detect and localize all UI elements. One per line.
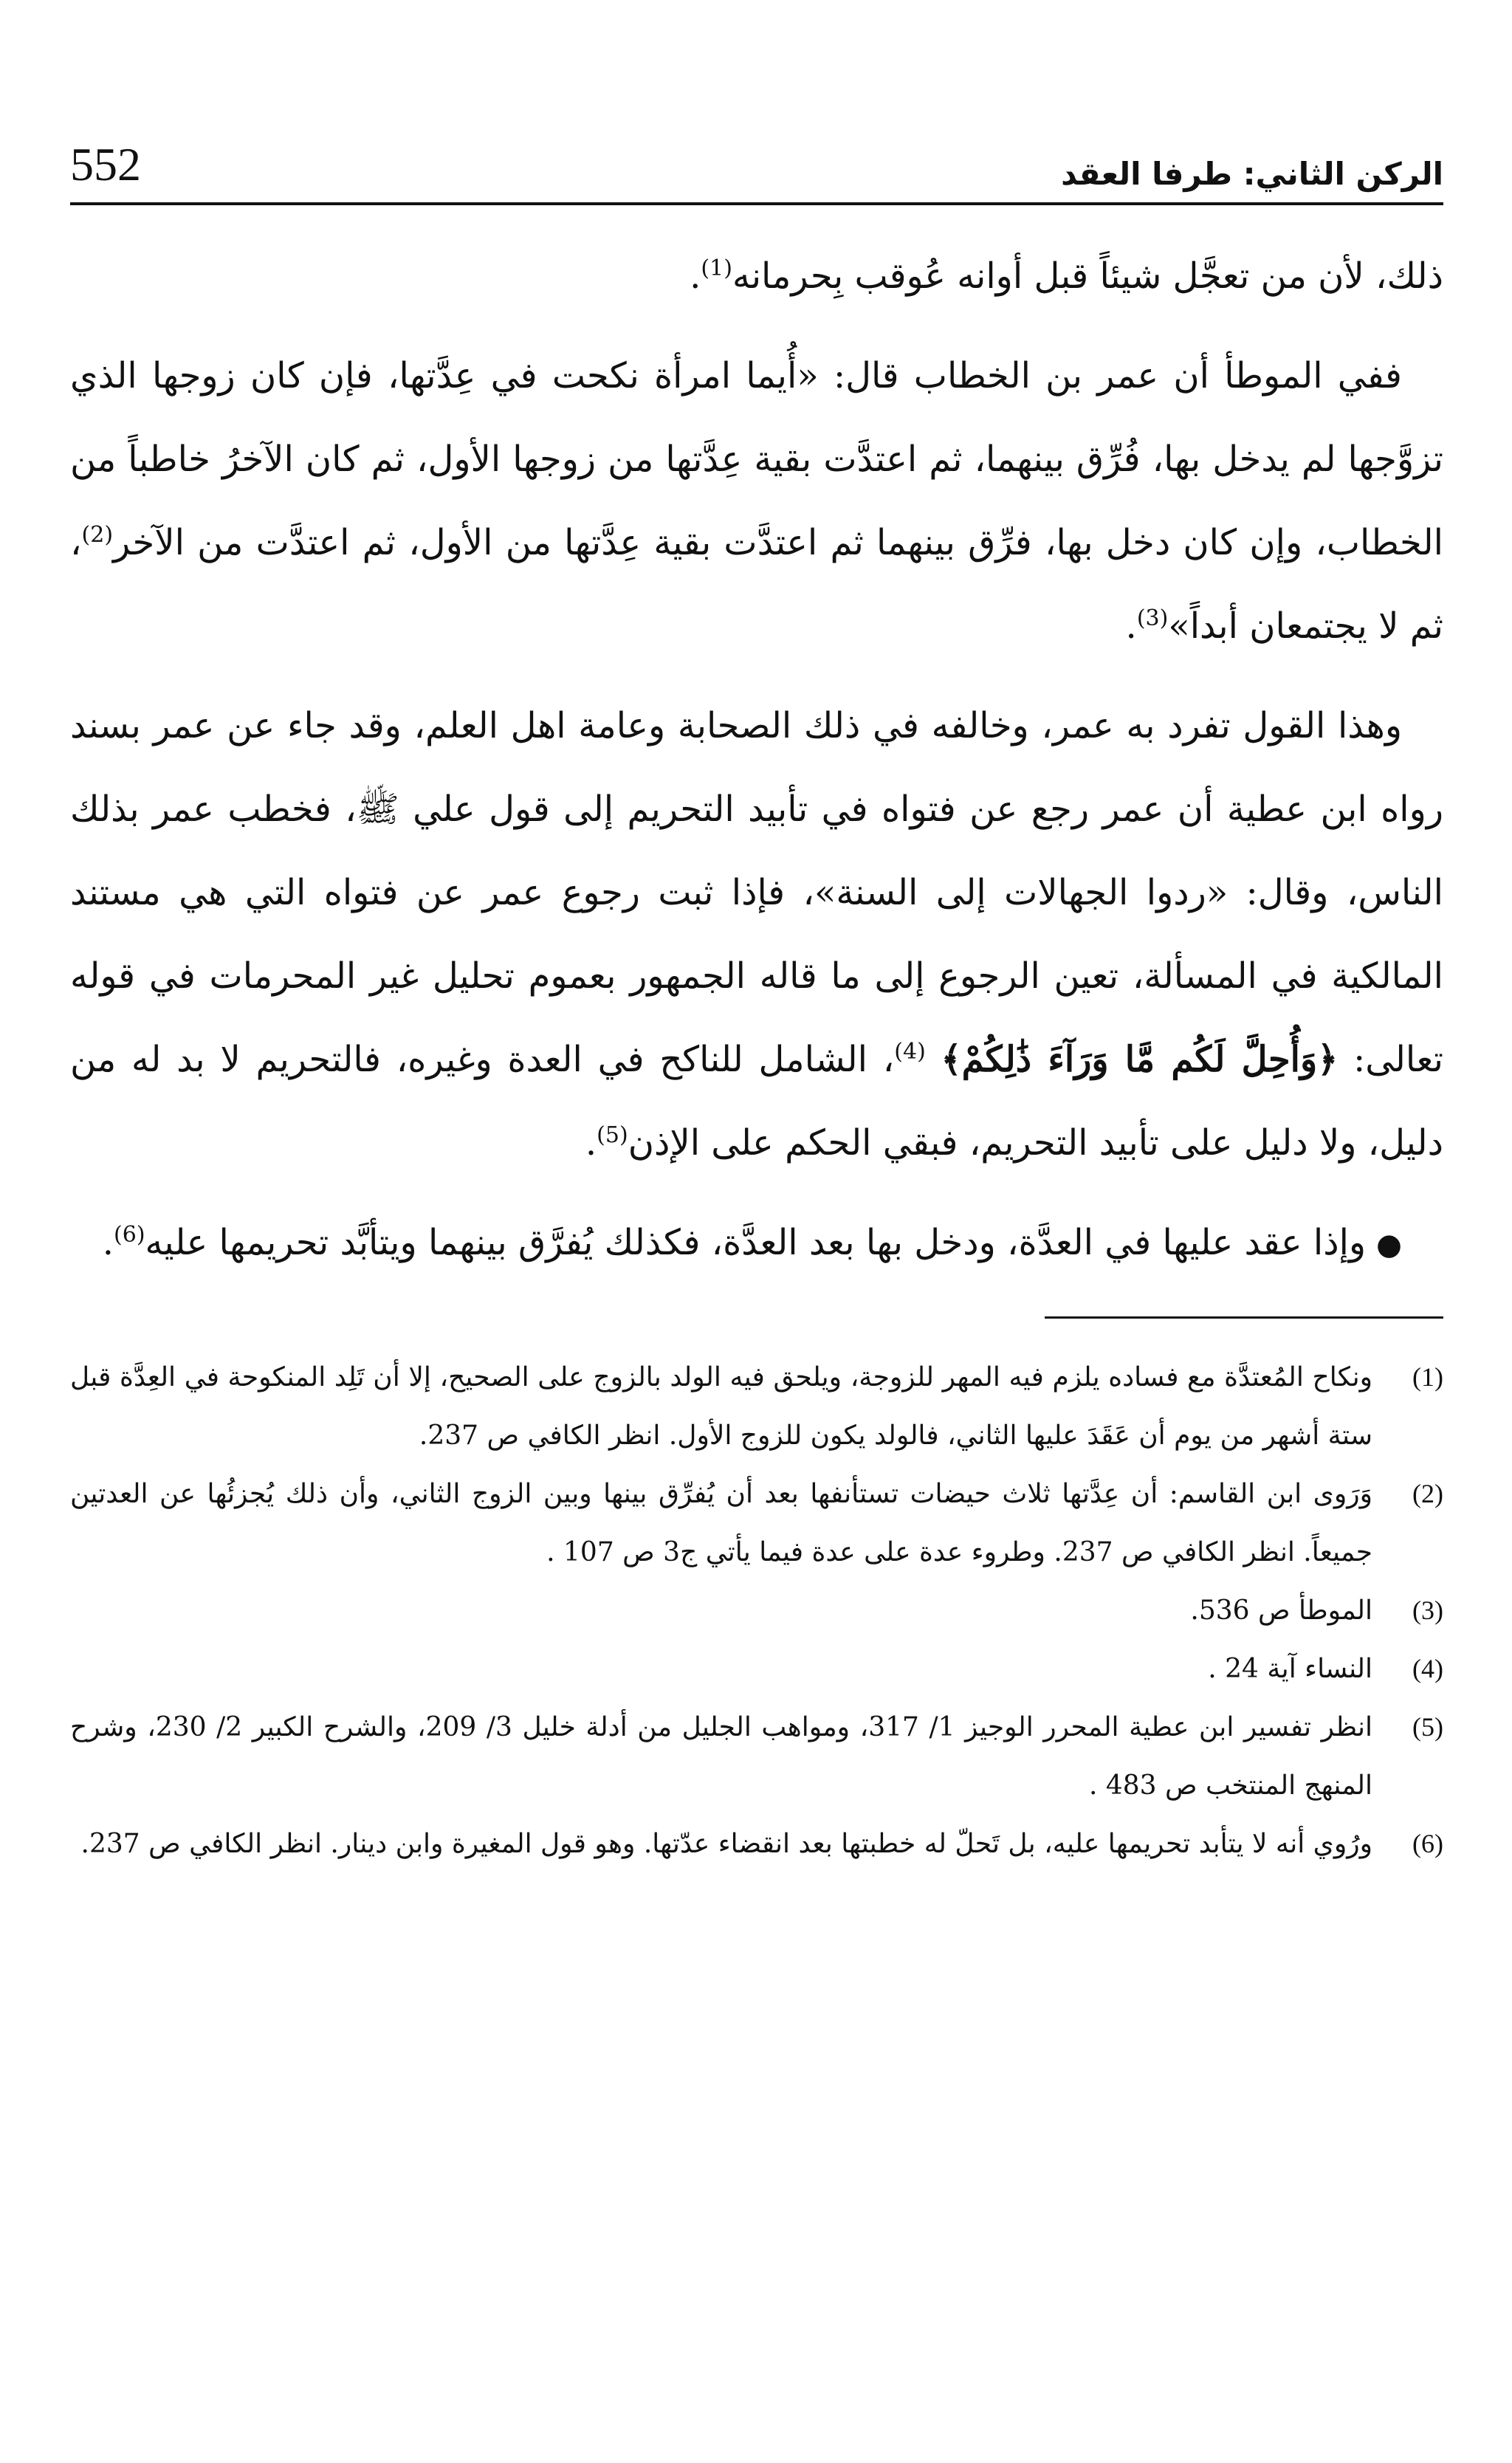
footnote-ref: (4) [894, 1039, 926, 1065]
footnote-text: انظر تفسير ابن عطية المحرر الوجيز 1/ 317، ومواهب الجليل من أدلة خليل 3/ 209، والشرح الكبير 2/ 230، وشرح المنهج المنتخب ص 483 . [70, 1712, 1372, 1801]
footnote [70, 1465, 1443, 1581]
paragraph-text: ذلك، لأن من تعجَّل شيئاً قبل أوانه عُوقب بِحرمانه [732, 255, 1443, 297]
paragraph-text: . [102, 1222, 114, 1263]
footnote-separator [1045, 1316, 1443, 1319]
page-number: 552 [70, 138, 141, 190]
footnote-text: الموطأ ص 536. [1190, 1595, 1372, 1626]
running-header [70, 111, 1443, 192]
bullet-icon: ● [1376, 1228, 1402, 1262]
footnote-text: ونكاح المُعتدَّة مع فساده يلزم فيه المهر للزوجة، ويلحق فيه الولد بالزوج على الصحيح، إلا أن تَلِد المنكوحة في العِدَّة قبل ستة أشهر من يوم أن عَقَدَ عليها الثاني، فالولد يكون للزوج الأول. انظر الكافي ص 237. [70, 1362, 1372, 1451]
paragraph [70, 1201, 1443, 1287]
footnote-number: (1) [1412, 1362, 1443, 1392]
footnote-ref: (2) [81, 522, 114, 548]
running-title: الركن الثاني: طرفا العقد [1061, 156, 1443, 192]
paragraph-text: ، الشامل للناكح في العدة وغيره، فالتحريم لا بد له من دليل، ولا دليل على تأبيد التحريم، فبقي الحكم على الإذن [70, 1039, 1443, 1164]
main-text [70, 235, 1443, 1287]
footnotes [70, 1348, 1443, 1873]
footnote-text: ورُوي أنه لا يتأبد تحريمها عليه، بل تَحلّ له خطبتها بعد انقضاء عدّتها. وهو قول المغيرة وابن دينار. انظر الكافي ص 237. [80, 1829, 1372, 1859]
footnote-number: (6) [1412, 1829, 1443, 1858]
footnote [70, 1348, 1443, 1465]
footnote-number: (4) [1412, 1654, 1443, 1683]
footnote [70, 1640, 1443, 1698]
footnote-ref: (6) [114, 1222, 145, 1248]
footnote-ref: (1) [701, 255, 732, 281]
footnote-ref: (5) [597, 1122, 628, 1148]
paragraph-text: ففي الموطأ أن عمر بن الخطاب قال: «أُيما امرأة نكحت في عِدَّتها، فإن كان زوجها الذي تزوَّجها لم يدخل بها، فُرِّق بينهما، ثم اعتدَّت بقية عِدَّتها من زوجها الأول، ثم كان الآخرُ خاطباً من الخطاب، وإن كان دخل بها، فرِّق بينهما ثم اعتدَّت بقية عِدَّتها من الأول، ثم اعتدَّت من الآخر [70, 355, 1443, 563]
footnote-ref: (3) [1136, 605, 1169, 631]
footnote-number: (5) [1412, 1712, 1443, 1742]
paragraph-text: وهذا القول تفرد به عمر، وخالفه في ذلك الصحابة وعامة اهل العلم، وقد جاء عن عمر بسند رواه ابن عطية أن عمر رجع عن فتواه في تأبيد التحريم إلى قول علي ﷺ، فخطب عمر بذلك الناس، وقال: «ردوا الجهالات إلى السنة»، فإذا ثبت رجوع عمر عن فتواه التي هي مستند المالكية في المسألة، تعين الرجوع إلى ما قاله الجمهور بعموم تحليل غير المحرمات في قوله تعالى: [70, 705, 1444, 1080]
paragraph [70, 684, 1443, 1185]
quran-verse: ﴿وَأُحِلَّ لَكُم مَّا وَرَآءَ ذَٰلِكُمْ﴾ [941, 1039, 1339, 1080]
paragraph-text: ، ثم لا يجتمعان أبداً» [70, 522, 1443, 647]
footnote [70, 1815, 1443, 1873]
paragraph-text: . [1125, 605, 1137, 647]
footnote [70, 1698, 1443, 1815]
paragraph [70, 235, 1443, 318]
footnote-text: وَرَوى ابن القاسم: أن عِدَّتها ثلاث حيضات تستأنفها بعد أن يُفرِّق بينها وبين الزوج الثاني، وأن ذلك يُجزئُها عن العدتين جميعاً. انظر الكافي ص 237. وطروء عدة على عدة فيما يأتي ج3 ص 107 . [70, 1479, 1372, 1567]
paragraph [70, 334, 1443, 668]
paragraph-text: . [585, 1122, 597, 1164]
document-page [70, 111, 1443, 1873]
header-rule [70, 202, 1443, 205]
paragraph-text: . [690, 255, 701, 297]
footnote-number: (3) [1412, 1595, 1443, 1625]
footnote-text: النساء آية 24 . [1208, 1654, 1372, 1684]
paragraph-text: وإذا عقد عليها في العدَّة، ودخل بها بعد العدَّة، فكذلك يُفرَّق بينهما ويتأبَّد تحريمها عليه [145, 1222, 1367, 1263]
footnote-number: (2) [1412, 1479, 1443, 1508]
footnote [70, 1581, 1443, 1640]
